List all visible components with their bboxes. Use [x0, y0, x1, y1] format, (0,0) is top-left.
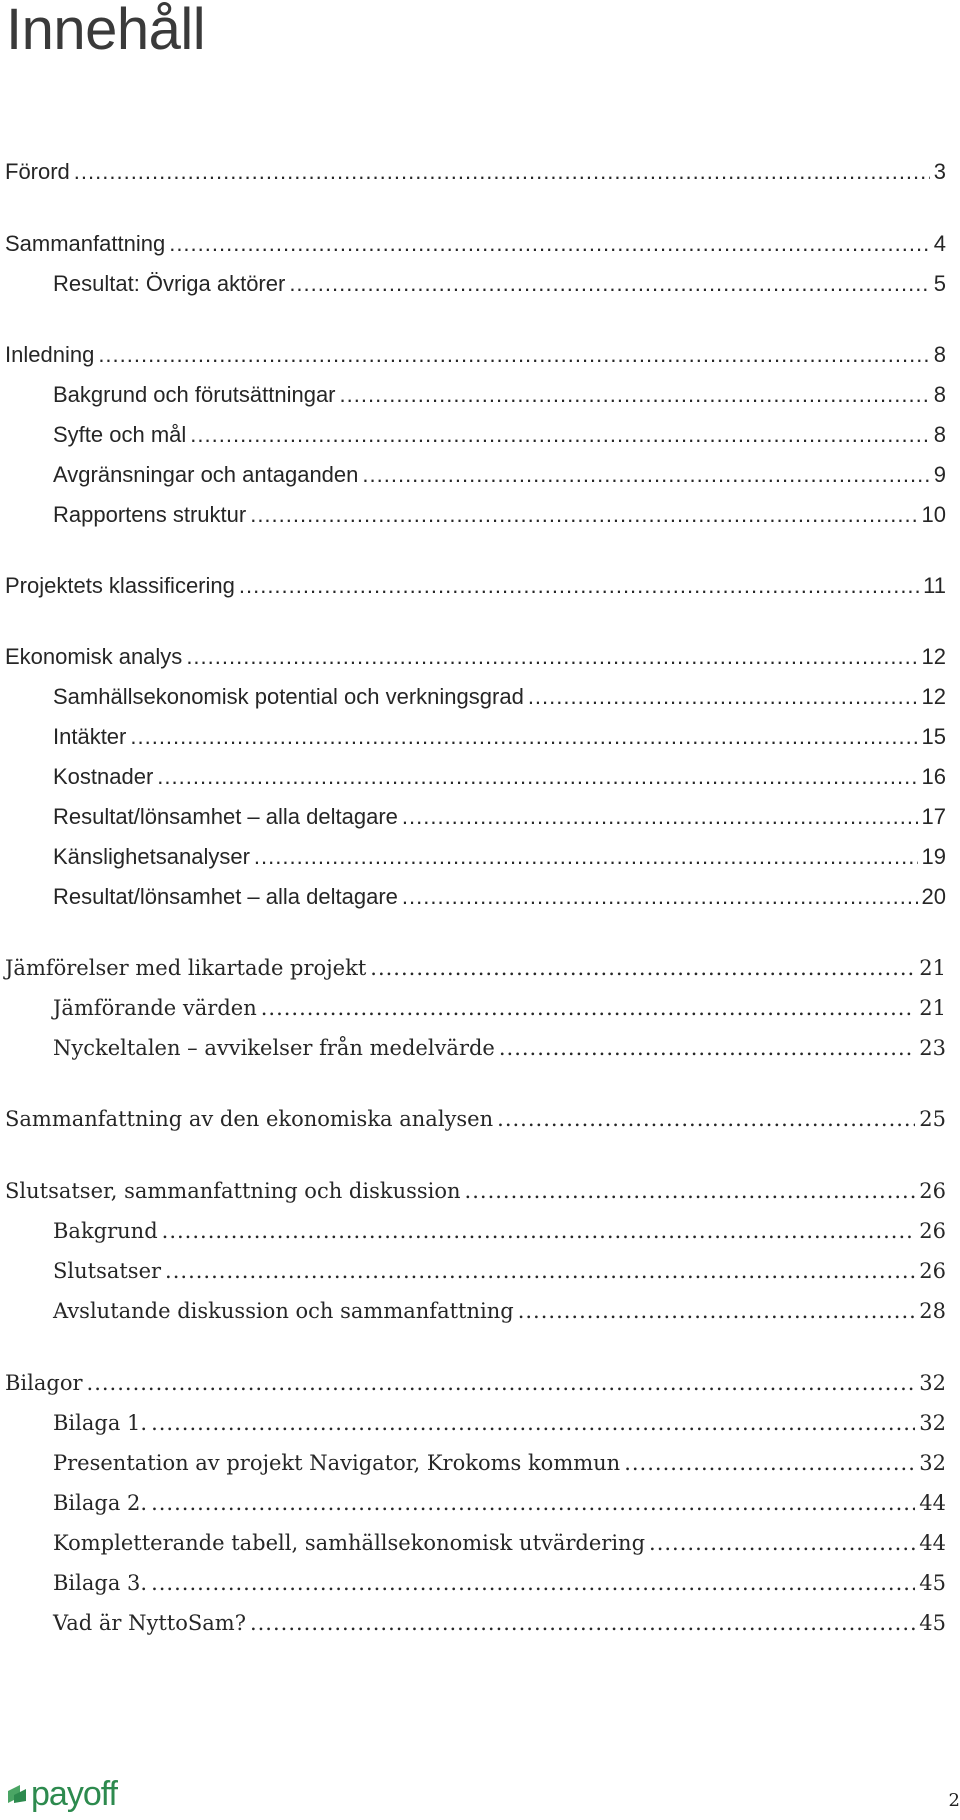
- toc-entry-title: Bilaga 2.: [53, 1491, 148, 1515]
- toc-dot-leader: [289, 271, 929, 297]
- toc-entry-page: 44: [919, 1531, 946, 1555]
- toc-dot-leader: [74, 159, 930, 185]
- toc-entry-title: Bakgrund: [53, 1219, 158, 1243]
- toc-entry-title: Vad är NyttoSam?: [53, 1611, 246, 1635]
- logo-text: payoff: [31, 1775, 118, 1813]
- toc-dot-leader: [157, 764, 917, 790]
- toc-dot-leader: [402, 884, 918, 910]
- toc-entry[interactable]: [53, 884, 946, 918]
- toc-entry-page: 8: [933, 422, 946, 447]
- toc-entry-page: 25: [919, 1107, 946, 1131]
- toc-entry-title: Avgränsningar och antaganden: [53, 462, 359, 487]
- toc-dot-leader: [499, 1036, 915, 1060]
- toc-entry[interactable]: [53, 462, 946, 496]
- toc-entry-page: 8: [933, 382, 946, 407]
- toc-entry[interactable]: [53, 271, 946, 305]
- toc-entry[interactable]: [53, 1036, 946, 1070]
- toc-entry-title: Samhällsekonomisk potential och verkningsgrad: [53, 684, 524, 709]
- toc-entry-title: Bilaga 1.: [53, 1411, 148, 1435]
- toc-entry-page: 12: [921, 644, 946, 669]
- toc-dot-leader: [518, 1299, 916, 1323]
- toc-entry-title: Jämförande värden: [53, 996, 257, 1020]
- toc-entry[interactable]: [5, 573, 946, 607]
- toc-dot-leader: [649, 1531, 915, 1555]
- toc-entry-page: 11: [923, 573, 946, 598]
- toc-entry[interactable]: [53, 422, 946, 456]
- toc-entry[interactable]: [53, 724, 946, 758]
- toc-entry-title: Slutsatser: [53, 1259, 162, 1283]
- toc-entry-page: 32: [919, 1371, 946, 1395]
- toc-dot-leader: [151, 1411, 915, 1435]
- toc-dot-leader: [151, 1571, 915, 1595]
- page-number: 2: [948, 1790, 960, 1811]
- toc-entry[interactable]: [53, 502, 946, 536]
- toc-entry-title: Slutsatser, sammanfattning och diskussion: [5, 1179, 461, 1203]
- toc-entry-title: Bilagor: [5, 1371, 83, 1395]
- toc-entry[interactable]: [53, 1571, 946, 1605]
- toc-entry[interactable]: [53, 844, 946, 878]
- toc-entry-page: 26: [919, 1259, 946, 1283]
- toc-entry-page: 19: [921, 844, 946, 869]
- toc-entry[interactable]: [53, 382, 946, 416]
- toc-dot-leader: [250, 1611, 915, 1635]
- toc-dot-leader: [402, 804, 918, 830]
- toc-entry-page: 44: [919, 1491, 946, 1515]
- toc-entry-title: Förord: [5, 159, 70, 184]
- toc-entry[interactable]: [53, 1451, 946, 1485]
- toc-entry-page: 5: [933, 271, 946, 296]
- toc-entry-page: 4: [933, 231, 946, 256]
- toc-dot-leader: [362, 462, 929, 488]
- toc-entry-page: 16: [921, 764, 946, 789]
- toc-entry-page: 3: [933, 159, 946, 184]
- toc-dot-leader: [465, 1179, 916, 1203]
- toc-entry-page: 20: [921, 884, 946, 909]
- toc-dot-leader: [87, 1371, 916, 1395]
- toc-entry-title: Sammanfattning: [5, 231, 166, 256]
- toc-entry[interactable]: [53, 684, 946, 718]
- toc-entry[interactable]: [53, 996, 946, 1030]
- toc-entry-page: 9: [933, 462, 946, 487]
- toc-dot-leader: [190, 422, 929, 448]
- toc-entry-title: Projektets klassificering: [5, 573, 235, 598]
- toc-entry-title: Känslighetsanalyser: [53, 844, 250, 869]
- toc-entry-title: Bakgrund och förutsättningar: [53, 382, 336, 407]
- toc-entry-page: 23: [919, 1036, 946, 1060]
- toc-entry-title: Avslutande diskussion och sammanfattning: [53, 1299, 514, 1323]
- toc-entry-page: 10: [921, 502, 946, 527]
- toc-entry[interactable]: [5, 159, 946, 193]
- toc-entry-title: Rapportens struktur: [53, 502, 247, 527]
- toc-entry[interactable]: [53, 1611, 946, 1645]
- toc-entry[interactable]: [5, 342, 946, 376]
- toc-entry[interactable]: [53, 804, 946, 838]
- toc-entry-title: Resultat: Övriga aktörer: [53, 271, 286, 296]
- toc-dot-leader: [624, 1451, 915, 1475]
- toc-entry[interactable]: [5, 1179, 946, 1213]
- toc-dot-leader: [340, 382, 930, 408]
- toc-entry-page: 32: [919, 1411, 946, 1435]
- toc-entry[interactable]: [5, 1107, 946, 1141]
- toc-entry-title: Syfte och mål: [53, 422, 187, 447]
- toc-entry[interactable]: [53, 1219, 946, 1253]
- toc-entry-page: 32: [919, 1451, 946, 1475]
- toc-entry[interactable]: [5, 1371, 946, 1405]
- toc-entry[interactable]: [53, 1299, 946, 1333]
- toc-entry-title: Intäkter: [53, 724, 127, 749]
- toc-entry-title: Resultat/lönsamhet – alla deltagare: [53, 804, 398, 829]
- toc-entry[interactable]: [5, 956, 946, 990]
- toc-entry-title: Presentation av projekt Navigator, Krokoms kommun: [53, 1451, 621, 1475]
- toc-entry-page: 8: [933, 342, 946, 367]
- toc-dot-leader: [261, 996, 916, 1020]
- toc-entry-page: 26: [919, 1219, 946, 1243]
- toc-dot-leader: [165, 1259, 915, 1283]
- toc-entry[interactable]: [53, 764, 946, 798]
- toc-dot-leader: [250, 502, 917, 528]
- toc-entry[interactable]: [53, 1411, 946, 1445]
- toc-entry-page: 12: [921, 684, 946, 709]
- toc-entry-title: Ekonomisk analys: [5, 644, 183, 669]
- toc-entry-title: Bilaga 3.: [53, 1571, 148, 1595]
- toc-entry-title: Inledning: [5, 342, 95, 367]
- toc-entry-page: 21: [919, 996, 946, 1020]
- payoff-logo: [6, 1776, 117, 1812]
- toc-entry-title: Jämförelser med likartade projekt: [5, 956, 367, 980]
- toc-dot-leader: [239, 573, 919, 599]
- toc-entry[interactable]: [53, 1491, 946, 1525]
- toc-entry-page: 15: [921, 724, 946, 749]
- toc-entry-page: 45: [919, 1571, 946, 1595]
- logo-mark-icon: [6, 1783, 28, 1805]
- toc-entry[interactable]: [5, 644, 946, 678]
- toc-entry-title: Sammanfattning av den ekonomiska analysen: [5, 1107, 494, 1131]
- toc-entry-page: 26: [919, 1179, 946, 1203]
- toc-entry-page: 28: [919, 1299, 946, 1323]
- toc-entry-page: 21: [919, 956, 946, 980]
- toc-dot-leader: [186, 644, 917, 670]
- toc-dot-leader: [370, 956, 915, 980]
- toc-entry[interactable]: [53, 1259, 946, 1293]
- toc-entry-title: Resultat/lönsamhet – alla deltagare: [53, 884, 398, 909]
- toc-entry-page: 17: [921, 804, 946, 829]
- toc-entry-page: 45: [919, 1611, 946, 1635]
- toc-dot-leader: [528, 684, 918, 710]
- toc-dot-leader: [151, 1491, 915, 1515]
- toc-entry[interactable]: [53, 1531, 946, 1565]
- toc-dot-leader: [130, 724, 917, 750]
- toc-entry-title: Kompletterande tabell, samhällsekonomisk utvärdering: [53, 1531, 646, 1555]
- toc-dot-leader: [169, 231, 930, 257]
- toc-dot-leader: [497, 1107, 915, 1131]
- toc-dot-leader: [98, 342, 929, 368]
- toc-entry-title: Kostnader: [53, 764, 154, 789]
- toc-entry-title: Nyckeltalen – avvikelser från medelvärde: [53, 1036, 495, 1060]
- toc-dot-leader: [162, 1219, 916, 1243]
- toc-entry[interactable]: [5, 231, 946, 265]
- toc-dot-leader: [254, 844, 918, 870]
- page-title: Innehåll: [6, 0, 206, 62]
